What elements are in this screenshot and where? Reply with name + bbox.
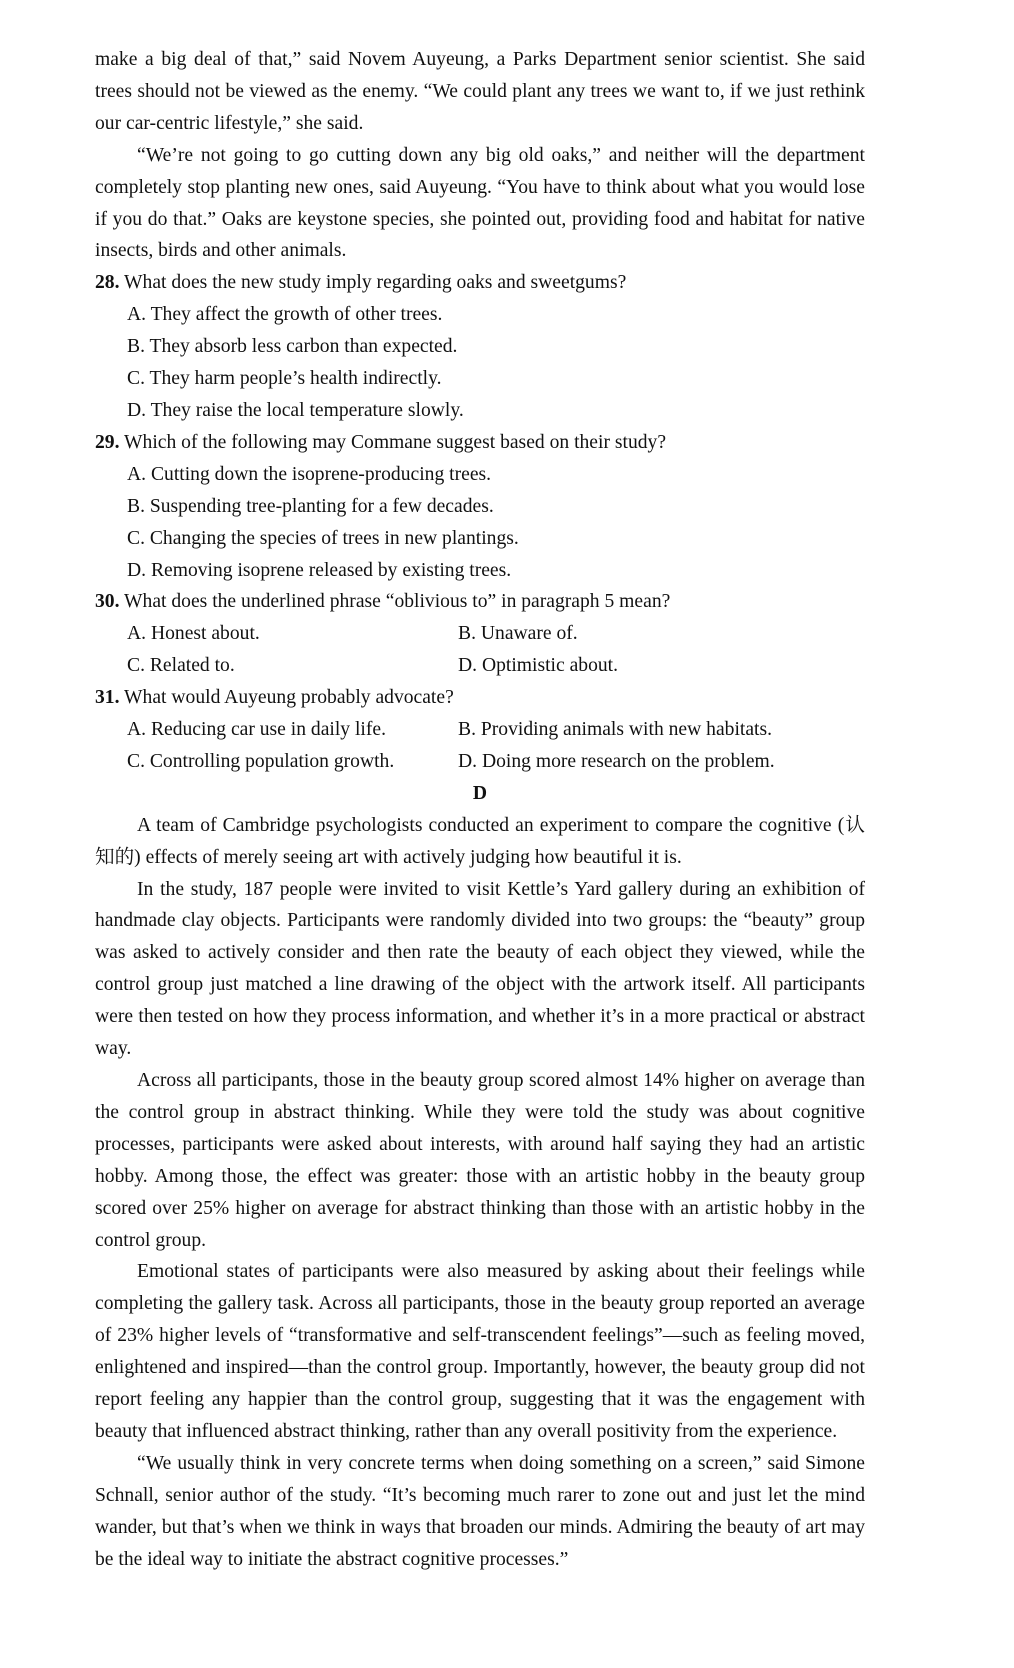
option-c[interactable]: C. Changing the species of trees in new plantings. (127, 527, 519, 549)
section-d-paragraph: In the study, 187 people were invited to visit Kettle’s Yard gallery during an exhibition of handmade clay objects. Participants were randomly divided into two groups: the “beauty” group was asked to actively consider and then rate the beauty of each object they viewed, while the control group just matched a line drawing of the object with the artwork itself. All participants were then tested on how they process information, and whether it’s in a more practical or abstract way. (95, 878, 865, 1060)
section-d-heading: D (472, 782, 488, 804)
passage-c-paragraph: make a big deal of that,” said Novem Auyeung, a Parks Department senior scientist. She said trees should not be viewed as the enemy. “We could plant any trees we want to, if we just rethink our car-centric lifestyle,” she said. (95, 49, 865, 134)
option-b[interactable]: B. Unaware of. (458, 623, 578, 645)
question-stem (95, 682, 865, 714)
question-stem (95, 586, 865, 618)
option-a[interactable]: A. They affect the growth of other trees. (127, 304, 443, 326)
option-d[interactable]: D. Doing more research on the problem. (458, 750, 775, 772)
question-31 (95, 682, 865, 778)
passage-c-paragraph: “We’re not going to go cutting down any big old oaks,” and neither will the department completely stop planting new ones, said Auyeung. “You have to think about what you would lose if you do that.” Oaks are keystone species, she pointed out, providing food and habitat for native insects, birds and other animals. (95, 144, 865, 262)
question-text: What does the underlined phrase “oblivious to” in paragraph 5 mean? (124, 591, 671, 613)
option-b[interactable]: B. Providing animals with new habitats. (458, 719, 773, 741)
section-d-paragraph: Emotional states of participants were also measured by asking about their feelings while completing the gallery task. Across all participants, those in the beauty group reported an average of 23% higher levels of “transformative and self-transcendent feelings”—such as feeling moved, enlightened and inspired—than the control group. Importantly, however, the beauty group did not report feeling any happier than the control group, suggesting that it was the engagement with beauty that influenced abstract thinking, rather than any overall positivity from the experience. (95, 1261, 865, 1442)
section-d-paragraph: “We usually think in very concrete terms when doing something on a screen,” said Simone Schnall, senior author of the study. “It’s becoming much rarer to zone out and just let the mind wander, but that’s when we think in ways that broaden our minds. Admiring the beauty of art may be the ideal way to initiate the abstract cognitive processes.” (95, 1452, 865, 1570)
options-row (127, 618, 865, 650)
option-b[interactable]: B. Suspending tree-planting for a few decades. (127, 495, 494, 517)
option-d[interactable]: D. Optimistic about. (458, 655, 619, 677)
section-d-paragraph: A team of Cambridge psychologists conducted an experiment to compare the cognitive (认知的) effects of merely seeing art with actively judging how beautiful it is. (95, 814, 865, 868)
option-d[interactable]: D. Removing isoprene released by existing trees. (127, 559, 512, 581)
option-c[interactable]: C. Related to. (127, 655, 235, 677)
option-b[interactable]: B. They absorb less carbon than expected. (127, 336, 458, 358)
options-row (127, 746, 865, 778)
section-d-paragraph: Across all participants, those in the beauty group scored almost 14% higher on average than the control group in abstract thinking. While they were told the study was about cognitive processes, participants were asked about interests, with around half saying they had an artistic hobby. Among those, the effect was greater: those with an artistic hobby in the beauty group scored over 25% higher on average for abstract thinking than those with an artistic hobby in the control group. (95, 1070, 865, 1251)
options-list (95, 714, 865, 778)
question-number: 31. (95, 687, 120, 709)
option-d[interactable]: D. They raise the local temperature slowly. (127, 399, 464, 421)
option-c[interactable]: C. They harm people’s health indirectly. (127, 368, 442, 390)
question-text: What would Auyeung probably advocate? (124, 687, 454, 709)
options-list (95, 618, 865, 682)
question-number: 30. (95, 591, 120, 613)
question-stem (95, 427, 865, 459)
options-row (127, 650, 865, 682)
question-28 (95, 267, 865, 427)
question-text: Which of the following may Commane suggest based on their study? (124, 431, 667, 453)
question-number: 28. (95, 272, 120, 294)
options-list (95, 299, 865, 427)
option-a[interactable]: A. Reducing car use in daily life. (127, 719, 386, 741)
options-list (95, 459, 865, 587)
option-a[interactable]: A. Honest about. (127, 623, 260, 645)
option-a[interactable]: A. Cutting down the isoprene-producing trees. (127, 463, 492, 485)
options-row (127, 714, 865, 746)
question-text: What does the new study imply regarding oaks and sweetgums? (124, 272, 627, 294)
exam-page (95, 44, 865, 1576)
option-c[interactable]: C. Controlling population growth. (127, 750, 395, 772)
question-30 (95, 586, 865, 682)
question-number: 29. (95, 431, 120, 453)
question-29 (95, 427, 865, 587)
question-stem (95, 267, 865, 299)
